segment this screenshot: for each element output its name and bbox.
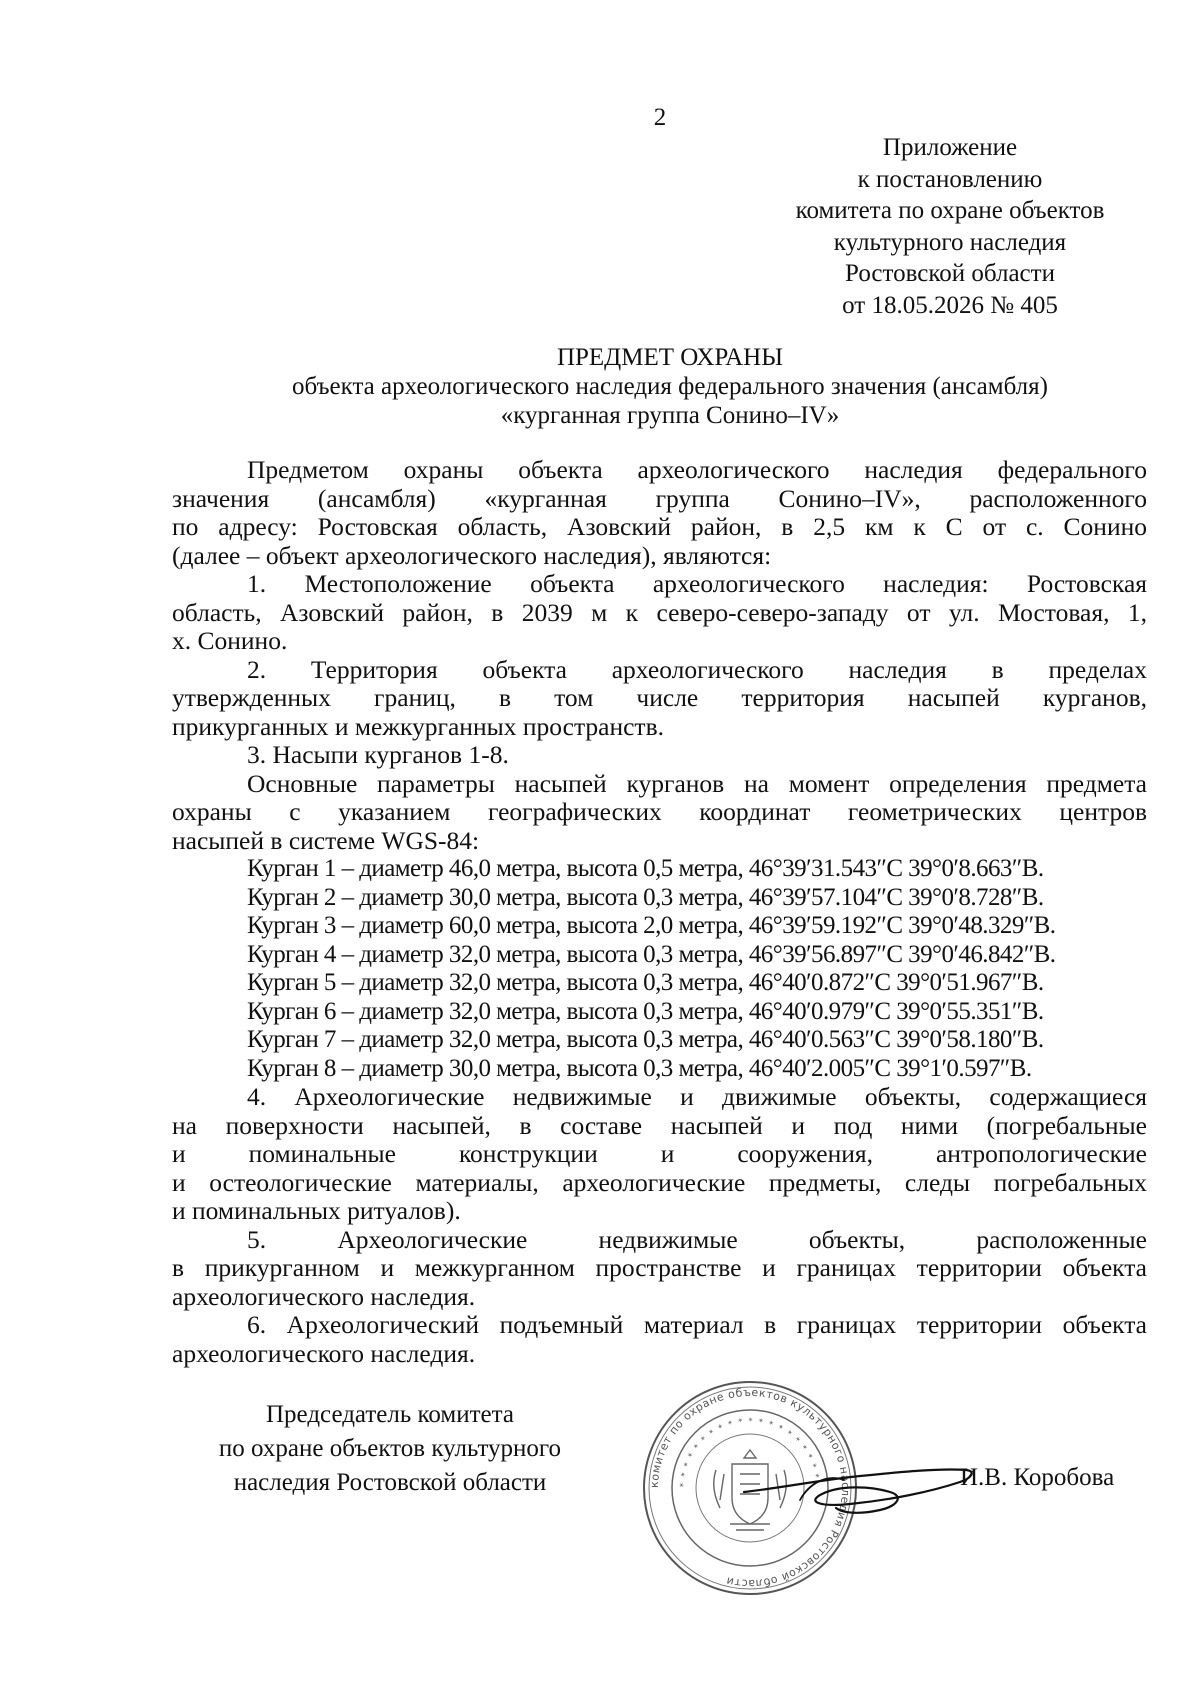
params-line: Основные параметры насыпей курганов на момент определения предмета <box>247 768 1147 798</box>
position-line: по охране объектов культурного <box>218 1435 562 1462</box>
kurgan-row: Курган 2 – диаметр 30,0 метра, высота 0,3 метра, 46°39′57.104″С 39°0′8.728″В. <box>247 883 1044 911</box>
document-title <box>170 343 1170 430</box>
item-4-line: и остеологические материалы, археологические предметы, следы погребальных <box>172 1167 1147 1197</box>
item-5-line: 5. Археологические недвижимые объекты, расположенные <box>247 1224 1147 1254</box>
item-2-line: утвержденных границ, в том числе территория насыпей курганов, <box>172 683 1147 712</box>
body-line: Предметом охраны объекта археологического наследия федерального <box>247 455 1147 484</box>
kurgan-row: Курган 6 – диаметр 32,0 метра, высота 0,3 метра, 46°40′0.979″С 39°0′55.351″В. <box>247 997 1044 1025</box>
signatory-position <box>180 1398 600 1500</box>
appendix-date-line: от 18.05.2026 № 405 <box>842 291 1058 319</box>
item-4-line: и поминальные конструкции и сооружения, антропологические <box>172 1139 1147 1168</box>
appendix-line: к постановлению <box>857 165 1043 193</box>
kurgan-row: Курган 3 – диаметр 60,0 метра, высота 2,0 метра, 46°39′59.192″С 39°0′48.329″В. <box>247 912 1056 939</box>
handwritten-signature <box>740 1430 980 1540</box>
body-line: значения (ансамбля) «курганная группа Сонино–IV», расположенного <box>172 483 1147 513</box>
item-6-line: археологического наследия. <box>172 1338 476 1368</box>
appendix-line: Ростовской области <box>845 260 1055 287</box>
kurgan-row: Курган 5 – диаметр 32,0 метра, высота 0,3 метра, 46°40′0.872″С 39°0′51.967″В. <box>247 969 1044 996</box>
appendix-header <box>760 132 1140 321</box>
position-line: Председатель комитета <box>266 1401 514 1428</box>
position-line: наследия Ростовской области <box>233 1469 547 1496</box>
item-5-line: в прикурганном и межкурганном пространстве и границах территории объекта <box>172 1253 1147 1282</box>
svg-text:✶ ✶ ✶ ✶ ✶ ✶ ✶ ✶ ✶ ✶ ✶ ✶ ✶ ✶ ✶: ✶ ✶ ✶ ✶ ✶ ✶ ✶ ✶ ✶ ✶ ✶ ✶ ✶ ✶ ✶ ✶ ✶ ✶ ✶ ✶ <box>677 1415 822 1489</box>
item-1-line: 1. Местоположение объекта археологического наследия: Ростовская <box>247 569 1147 598</box>
item-1-line: область, Азовский район, в 2039 м к северо-северо-западу от ул. Мостовая, 1, <box>172 597 1147 627</box>
appendix-line: культурного наследия <box>833 228 1067 256</box>
appendix-line: Приложение <box>882 134 1018 161</box>
params-line: охраны с указанием географических координат геометрических центров <box>172 797 1147 826</box>
body-line: (далее – объект археологического наследия), являются: <box>172 540 772 570</box>
page-number: 2 <box>653 104 667 131</box>
kurgan-row: Курган 7 – диаметр 32,0 метра, высота 0,3 метра, 46°40′0.563″С 39°0′58.180″В. <box>247 1026 1044 1053</box>
item-3-line: 3. Насыпи курганов 1-8. <box>247 740 509 769</box>
item-5-line: археологического наследия. <box>172 1281 476 1311</box>
item-4-line: 4. Археологические недвижимые и движимые объекты, содержащиеся <box>247 1082 1147 1111</box>
title-heading: ПРЕДМЕТ ОХРАНЫ <box>556 344 784 371</box>
document-body <box>172 456 1147 1368</box>
title-subheading: объекта археологического наследия федерального значения (ансамбля) <box>292 373 1048 400</box>
kurgan-row: Курган 8 – диаметр 30,0 метра, высота 0,3 метра, 46°40′2.005″С 39°1′0.597″В. <box>247 1054 1032 1082</box>
item-6-line: 6. Археологический подъемный материал в границах территории объекта <box>247 1310 1147 1339</box>
title-object-name: «курганная группа Сонино–IV» <box>500 402 840 429</box>
appendix-line: комитета по охране объектов <box>795 197 1105 224</box>
kurgan-row: Курган 1 – диаметр 46,0 метра, высота 0,5 метра, 46°39′31.543″С 39°0′8.663″В. <box>247 855 1044 882</box>
signatory-name: И.В. Коробова <box>960 1464 1115 1491</box>
stamp-ring-text: комитет по охране объектов культурного наследия Ростовской области <box>647 1385 853 1591</box>
item-4-line: на поверхности насыпей, в составе насыпей и под ними (погребальные <box>172 1110 1147 1140</box>
item-2-line: 2. Территория объекта археологического наследия в пределах <box>247 654 1147 684</box>
kurgan-row: Курган 4 – диаметр 32,0 метра, высота 0,3 метра, 46°39′56.897″С 39°0′46.842″В. <box>247 940 1056 968</box>
params-line: насыпей в системе WGS-84: <box>172 825 480 855</box>
item-1-line: х. Сонино. <box>172 626 288 655</box>
body-line: по адресу: Ростовская область, Азовский район, в 2,5 км к С от с. Сонино <box>172 512 1147 541</box>
item-2-line: прикурганных и межкурганных пространств. <box>172 711 664 741</box>
item-4-line: и поминальных ритуалов). <box>172 1196 461 1225</box>
